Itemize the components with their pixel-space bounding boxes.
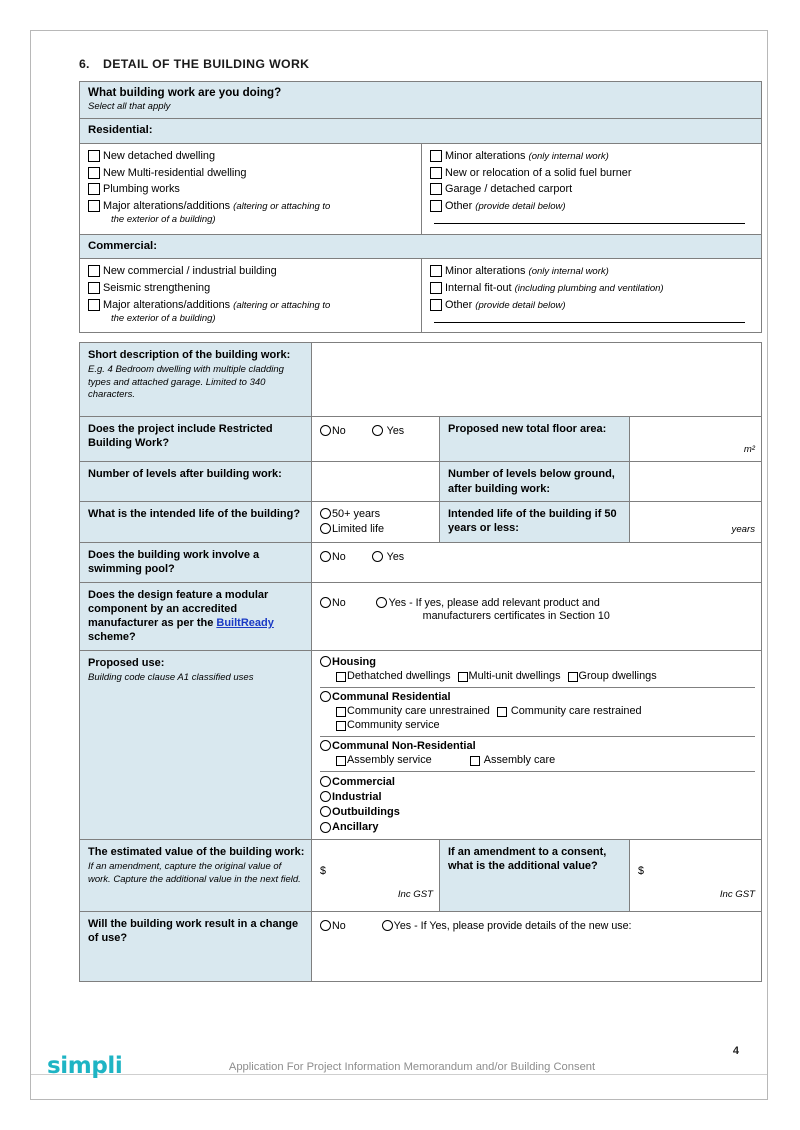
other-detail-input-line[interactable] — [434, 322, 745, 323]
modular-yes-label-line2: manufacturers certificates in Section 10 — [422, 610, 610, 623]
checkbox-icon[interactable] — [88, 265, 100, 277]
checkbox-option[interactable] — [88, 150, 415, 164]
section-heading — [79, 57, 739, 71]
checkbox-icon[interactable] — [336, 756, 346, 766]
page-number: 4 — [732, 1045, 739, 1057]
intended-life-options-cell — [312, 502, 440, 543]
commercial-heading: Commercial: — [80, 234, 762, 259]
use-sub-label: Community service — [347, 718, 440, 731]
checkbox-icon[interactable] — [88, 183, 100, 195]
residential-heading-row — [80, 118, 762, 143]
checkbox-icon[interactable] — [430, 265, 442, 277]
building-work-detail-table — [79, 342, 762, 982]
radio-icon[interactable] — [320, 691, 331, 702]
checkbox-icon[interactable] — [470, 756, 480, 766]
pool-yes-label: Yes — [386, 550, 405, 563]
intended-life-unit: years — [731, 524, 755, 536]
use-main-label: Commercial — [332, 775, 395, 788]
use-group-communal-residential — [320, 688, 755, 737]
use-sub-label: Community care restrained — [510, 704, 642, 717]
checkbox-icon[interactable] — [430, 282, 442, 294]
radio-icon[interactable] — [320, 551, 331, 562]
builtready-link[interactable]: BuiltReady — [216, 617, 274, 630]
option-note: (provide detail below) — [475, 300, 566, 312]
checkbox-icon[interactable] — [430, 150, 442, 162]
radio-icon[interactable] — [382, 920, 393, 931]
checkbox-option[interactable] — [430, 282, 755, 296]
use-main-option[interactable] — [320, 805, 755, 819]
currency-symbol: $ — [320, 865, 326, 878]
checkbox-icon[interactable] — [430, 167, 442, 179]
rbw-options-cell — [312, 417, 440, 462]
use-group-housing — [320, 653, 755, 688]
option-note-second-line: the exterior of a building) — [111, 214, 216, 226]
option-note-second-line: the exterior of a building) — [111, 313, 216, 324]
option-note: (only internal work) — [528, 266, 609, 278]
use-group-communal-non-residential — [320, 737, 755, 772]
checkbox-icon[interactable] — [458, 672, 468, 682]
checkbox-icon[interactable] — [88, 150, 100, 162]
residential-left-column — [80, 143, 422, 234]
intended-life-50-option[interactable] — [320, 508, 433, 522]
work-question-label: What building work are you doing? — [88, 86, 282, 99]
option-label: Seismic strengthening — [103, 282, 211, 295]
checkbox-icon[interactable] — [88, 167, 100, 179]
radio-icon[interactable] — [376, 597, 387, 608]
radio-icon[interactable] — [320, 806, 331, 817]
radio-icon[interactable] — [320, 425, 331, 436]
modular-options-cell — [312, 582, 762, 650]
estimated-value-hint: If an amendment, capture the original value of work. Capture the additional value in the next field. — [88, 861, 301, 885]
pool-no-option[interactable] — [320, 551, 346, 565]
checkbox-option[interactable] — [88, 167, 415, 181]
proposed-use-label: Proposed use: — [88, 656, 165, 669]
intended-life-limited-option[interactable] — [320, 523, 433, 537]
option-label: New commercial / industrial building — [103, 265, 277, 278]
use-sub-option[interactable] — [336, 705, 490, 719]
amendment-value-label: If an amendment to a consent, what is the additional value? — [440, 840, 630, 912]
proposed-use-options-cell — [312, 650, 762, 839]
floor-area-cell[interactable] — [630, 417, 762, 462]
option-label: Minor alterations — [445, 149, 526, 162]
use-main-option[interactable] — [320, 775, 755, 789]
levels-below-input[interactable] — [630, 462, 762, 502]
use-sub-option[interactable] — [568, 670, 657, 684]
use-sub-option[interactable] — [497, 705, 642, 719]
option-label: Garage / detached carport — [445, 183, 573, 196]
estimated-value-row — [80, 840, 762, 912]
residential-options-row — [80, 143, 762, 234]
checkbox-icon[interactable] — [568, 672, 578, 682]
radio-icon[interactable] — [372, 551, 383, 562]
option-note: (altering or attaching to — [233, 201, 331, 213]
section-number: 6. — [79, 57, 90, 71]
radio-icon[interactable] — [320, 523, 331, 534]
use-sub-label: Assembly service — [347, 753, 432, 766]
use-main-label: Outbuildings — [332, 805, 400, 818]
option-note: (altering or attaching to — [233, 300, 331, 312]
modular-label-cell — [80, 582, 312, 650]
amendment-value-input-cell[interactable] — [630, 840, 762, 912]
use-main-option[interactable] — [320, 820, 755, 834]
intended-life-label: What is the intended life of the building? — [80, 502, 312, 543]
checkbox-option[interactable] — [88, 265, 415, 279]
use-main-option[interactable] — [320, 739, 755, 753]
document-page — [30, 30, 768, 1100]
use-sub-option[interactable] — [470, 754, 555, 768]
building-work-types-table — [79, 81, 762, 333]
use-main-label: Housing — [332, 655, 376, 668]
footer-divider — [31, 1074, 767, 1075]
checkbox-icon[interactable] — [336, 721, 346, 731]
pool-no-label: No — [332, 550, 346, 563]
page-footer — [31, 1043, 767, 1099]
use-sub-label: Assembly care — [483, 753, 556, 766]
currency-symbol: $ — [638, 865, 644, 878]
option-label: New or relocation of a solid fuel burner — [445, 166, 632, 179]
intended-life-sub-label: Intended life of the building if 50 years or less: — [440, 502, 630, 543]
option-label: Plumbing works — [103, 183, 180, 196]
modular-no-option[interactable] — [320, 597, 346, 611]
commercial-right-column — [422, 259, 762, 333]
swimming-pool-label: Does the building work involve a swimming pool? — [80, 542, 312, 582]
option-label: New Multi-residential dwelling — [103, 166, 247, 179]
change-of-use-yes-label: Yes - If Yes, please provide details of the new use: — [393, 920, 632, 933]
page-title: DETAIL OF THE BUILDING WORK — [103, 57, 310, 71]
estimated-value-label-cell — [80, 840, 312, 912]
checkbox-icon[interactable] — [88, 200, 100, 212]
radio-icon[interactable] — [320, 822, 331, 833]
short-description-hint: E.g. 4 Bedroom dwelling with multiple cladding types and attached garage. Limited to 340 characters. — [88, 364, 284, 401]
change-of-use-label: Will the building work result in a change of use? — [80, 912, 312, 982]
checkbox-icon[interactable] — [336, 707, 346, 717]
modular-no-label: No — [332, 596, 346, 609]
rbw-yes-option[interactable] — [372, 425, 404, 439]
modular-label-part1: Does the design feature a modular component by an accredited manufacturer as per the — [88, 588, 269, 630]
use-main-option[interactable] — [320, 655, 755, 669]
commercial-heading-row — [80, 234, 762, 259]
rbw-no-label: No — [332, 425, 346, 438]
checkbox-option[interactable] — [430, 167, 755, 181]
use-main-label: Industrial — [332, 790, 382, 803]
option-label: Other — [445, 200, 473, 213]
option-label: Major alterations/additions — [103, 299, 231, 312]
radio-icon[interactable] — [320, 656, 331, 667]
change-of-use-yes-option[interactable] — [382, 920, 632, 934]
gst-note: Inc GST — [719, 888, 755, 900]
gst-note: Inc GST — [397, 888, 433, 900]
checkbox-option[interactable] — [430, 265, 755, 279]
use-main-option[interactable] — [320, 790, 755, 804]
proposed-use-label-cell — [80, 650, 312, 839]
swimming-pool-options-cell — [312, 542, 762, 582]
simpli-logo: simpli — [47, 1053, 123, 1079]
use-sub-option[interactable] — [336, 754, 432, 768]
checkbox-option[interactable] — [88, 183, 415, 197]
use-sub-label: Multi-unit dwellings — [468, 669, 561, 682]
use-sub-option[interactable] — [458, 670, 561, 684]
restricted-building-work-row — [80, 417, 762, 462]
swimming-pool-row — [80, 542, 762, 582]
radio-icon[interactable] — [320, 776, 331, 787]
short-description-row — [80, 343, 762, 417]
use-main-label: Ancillary — [332, 820, 379, 833]
checkbox-option[interactable] — [430, 183, 755, 197]
modular-label-part2: scheme? — [88, 631, 136, 644]
change-of-use-options-cell — [312, 912, 762, 982]
use-sub-option[interactable] — [336, 670, 451, 684]
work-question-row — [80, 82, 762, 119]
intended-life-50-label: 50+ years — [332, 508, 381, 521]
footer-text: Application For Project Information Memorandum and/or Building Consent — [228, 1061, 596, 1073]
estimated-value-input-cell[interactable] — [312, 840, 440, 912]
use-main-label: Communal Non-Residential — [332, 739, 476, 752]
change-of-use-no-option[interactable] — [320, 920, 346, 934]
residential-right-column — [422, 143, 762, 234]
checkbox-option[interactable] — [430, 200, 755, 214]
checkbox-icon[interactable] — [430, 183, 442, 195]
option-label: New detached dwelling — [103, 149, 216, 162]
option-label: Major alterations/additions — [103, 200, 231, 213]
checkbox-option[interactable] — [88, 282, 415, 296]
work-question-cell — [80, 82, 762, 119]
page-content — [31, 31, 767, 982]
radio-icon[interactable] — [320, 920, 331, 931]
intended-life-years-cell[interactable] — [630, 502, 762, 543]
use-sub-label: Group dwellings — [578, 669, 657, 682]
intended-life-row — [80, 502, 762, 543]
checkbox-option[interactable] — [430, 150, 755, 164]
short-description-label-cell — [80, 343, 312, 417]
use-group-simple-list — [320, 772, 755, 837]
levels-below-label: Number of levels below ground, after building work: — [440, 462, 630, 502]
commercial-left-column — [80, 259, 422, 333]
use-main-label: Communal Residential — [332, 690, 451, 703]
intended-life-limited-label: Limited life — [332, 522, 385, 535]
levels-row — [80, 462, 762, 502]
levels-label: Number of levels after building work: — [80, 462, 312, 502]
work-question-hint: Select all that apply — [88, 100, 171, 112]
option-note: (including plumbing and ventilation) — [514, 283, 664, 295]
use-sub-label: Dethatched dwellings — [347, 669, 451, 682]
radio-icon[interactable] — [320, 597, 331, 608]
use-sub-label: Community care unrestrained — [347, 704, 490, 717]
other-detail-input-line[interactable] — [434, 223, 745, 224]
rbw-label: Does the project include Restricted Building Work? — [80, 417, 312, 462]
estimated-value-label: The estimated value of the building work: — [88, 846, 305, 859]
option-label: Other — [445, 299, 473, 312]
rbw-yes-label: Yes — [386, 425, 405, 438]
use-sub-option[interactable] — [336, 719, 440, 733]
modular-yes-label: Yes - If yes, please add relevant product and — [388, 596, 600, 609]
proposed-use-hint: Building code clause A1 classified uses — [88, 672, 254, 683]
checkbox-icon[interactable] — [336, 672, 346, 682]
levels-input[interactable] — [312, 462, 440, 502]
option-note: (provide detail below) — [475, 201, 566, 213]
change-of-use-row — [80, 912, 762, 982]
floor-area-unit: m² — [743, 444, 755, 456]
short-description-input[interactable] — [312, 343, 762, 417]
option-label: Internal fit-out — [445, 282, 512, 295]
residential-heading: Residential: — [80, 118, 762, 143]
modular-component-row — [80, 582, 762, 650]
radio-icon[interactable] — [320, 508, 331, 519]
modular-yes-option[interactable] — [376, 597, 610, 624]
checkbox-option[interactable] — [430, 299, 755, 313]
option-label: Minor alterations — [445, 265, 526, 278]
option-note: (only internal work) — [528, 150, 609, 162]
rbw-no-option[interactable] — [320, 425, 346, 439]
checkbox-icon[interactable] — [88, 282, 100, 294]
radio-icon[interactable] — [320, 740, 331, 751]
floor-area-label: Proposed new total floor area: — [440, 417, 630, 462]
use-main-option[interactable] — [320, 690, 755, 704]
checkbox-icon[interactable] — [497, 707, 507, 717]
checkbox-icon[interactable] — [430, 299, 442, 311]
pool-yes-option[interactable] — [372, 551, 404, 565]
radio-icon[interactable] — [372, 425, 383, 436]
checkbox-option[interactable] — [88, 200, 415, 226]
short-description-label: Short description of the building work: — [88, 349, 291, 362]
radio-icon[interactable] — [320, 791, 331, 802]
checkbox-icon[interactable] — [430, 200, 442, 212]
checkbox-option[interactable] — [88, 299, 415, 325]
proposed-use-row — [80, 650, 762, 839]
change-of-use-no-label: No — [332, 920, 346, 933]
checkbox-icon[interactable] — [88, 299, 100, 311]
commercial-options-row — [80, 259, 762, 333]
